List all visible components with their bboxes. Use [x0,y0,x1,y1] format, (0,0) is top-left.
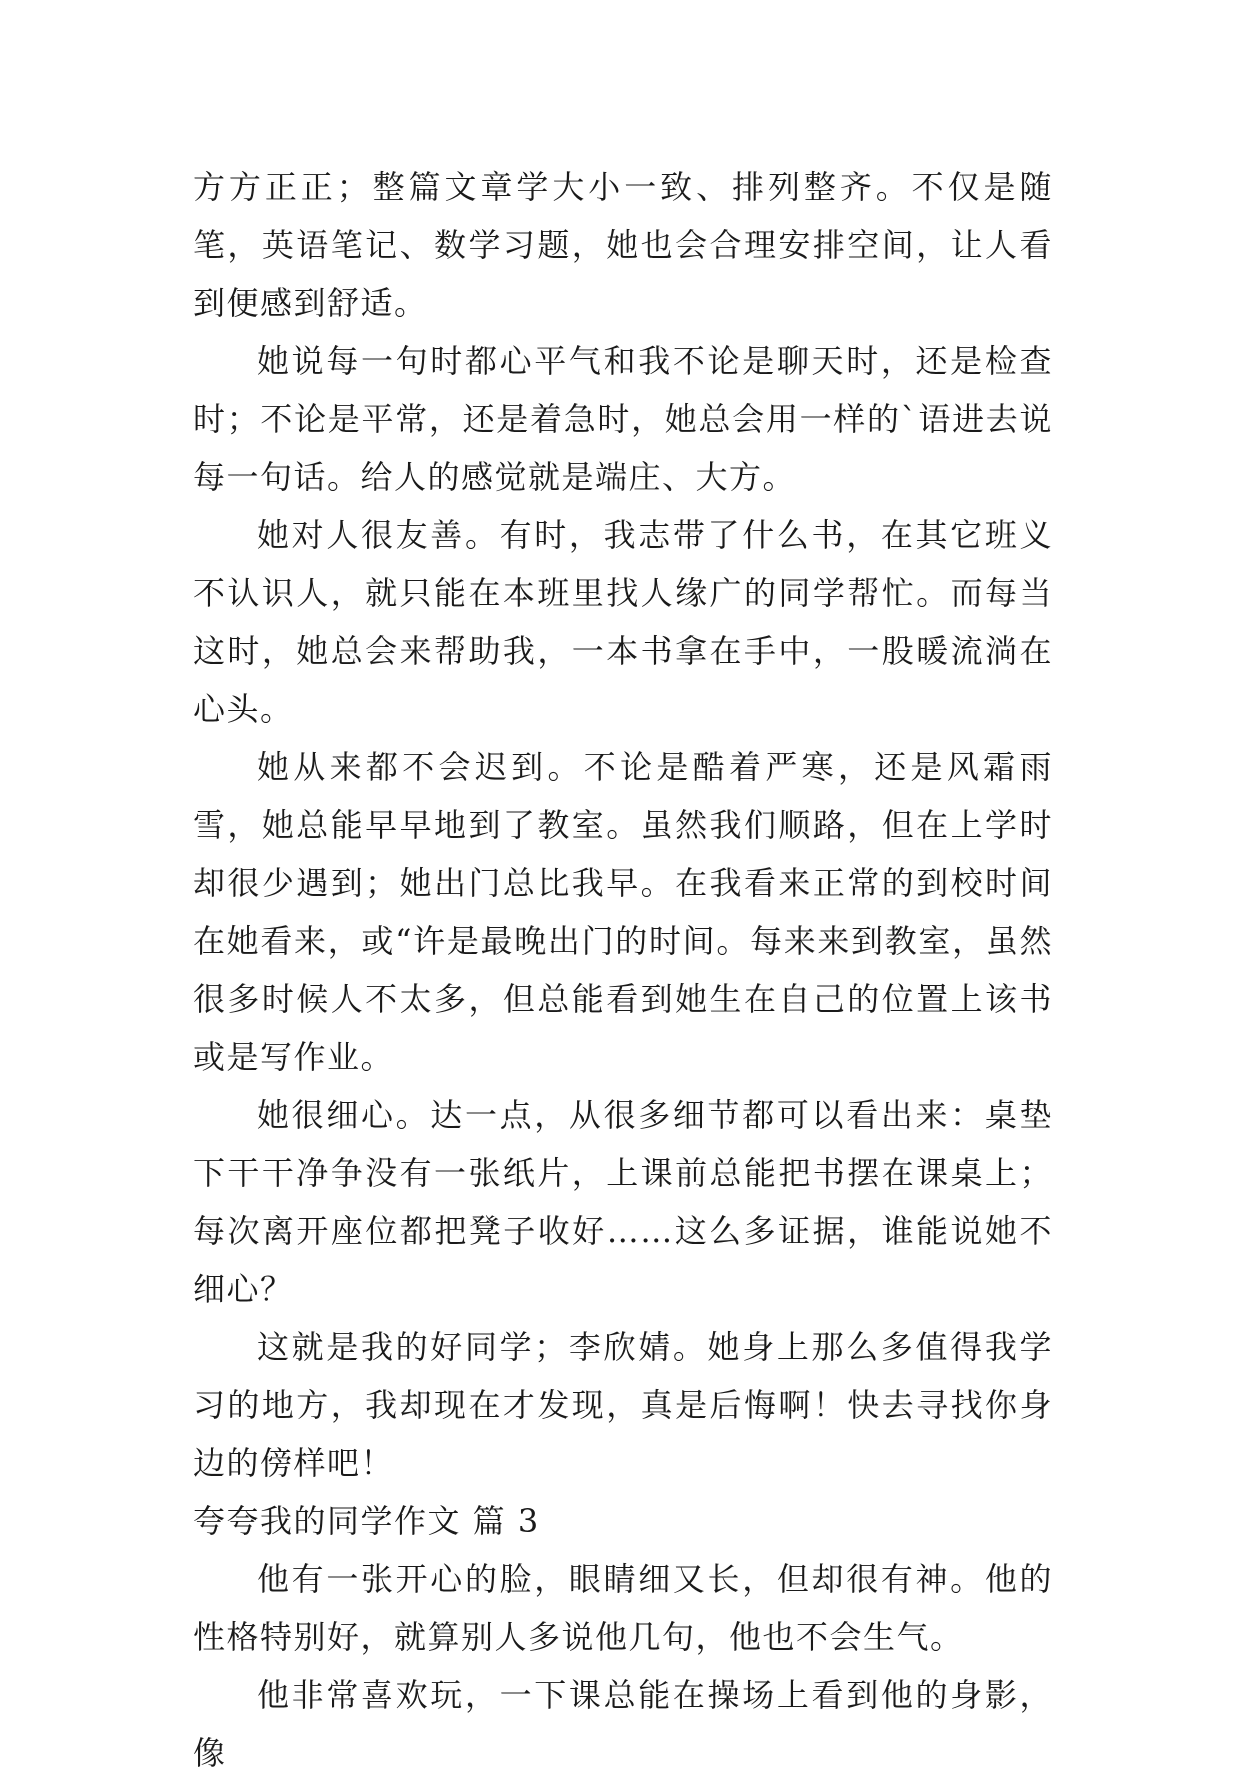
paragraph: 她从来都不会迟到。不论是酷着严寒，还是风霜雨雪，她总能早早地到了教室。虽然我们顺路，但在上学时却很少遇到；她出门总比我早。在我看来正常的到校时间在她看来，或“许是最晚出门的时间。每来来到教室，虽然很多时候人不太多，但总能看到她生在自己的位置上该书或是写作业。 [193,748,1053,1076]
paragraph: 她说每一句时都心平气和我不论是聊天时，还是检查时；不论是平常，还是着急时，她总会用一样的`语进去说每一句话。给人的感觉就是端庄、大方。 [193,342,1053,496]
section-heading: 夸夸我的同学作文 篇 3 [193,1502,540,1540]
document-body [193,158,1053,1782]
paragraph: 方方正正；整篇文章学大小一致、排列整齐。不仅是随笔，英语笔记、数学习题，她也会合理安排空间，让人看到便感到舒适。 [193,168,1053,322]
paragraph: 她对人很友善。有时，我志带了什么书，在其它班义不认识人，就只能在本班里找人缘广的同学帮忙。而每当这时，她总会来帮助我，一本书拿在手中，一股暖流淌在心头。 [193,516,1053,728]
paragraph: 他有一张开心的脸，眼睛细又长，但却很有神。他的性格特别好，就算别人多说他几句，他也不会生气。 [193,1560,1053,1656]
paragraph: 他非常喜欢玩，一下课总能在操场上看到他的身影，像 [193,1676,1053,1772]
paragraph: 她很细心。达一点，从很多细节都可以看出来：桌垫下干干净争没有一张纸片，上课前总能把书摆在课桌上；每次离开座位都把凳子收好……这么多证据，谁能说她不细心？ [193,1096,1053,1308]
paragraph: 这就是我的好同学；李欣婧。她身上那么多值得我学习的地方，我却现在才发现，真是后悔啊！快去寻找你身边的傍样吧！ [193,1328,1053,1482]
